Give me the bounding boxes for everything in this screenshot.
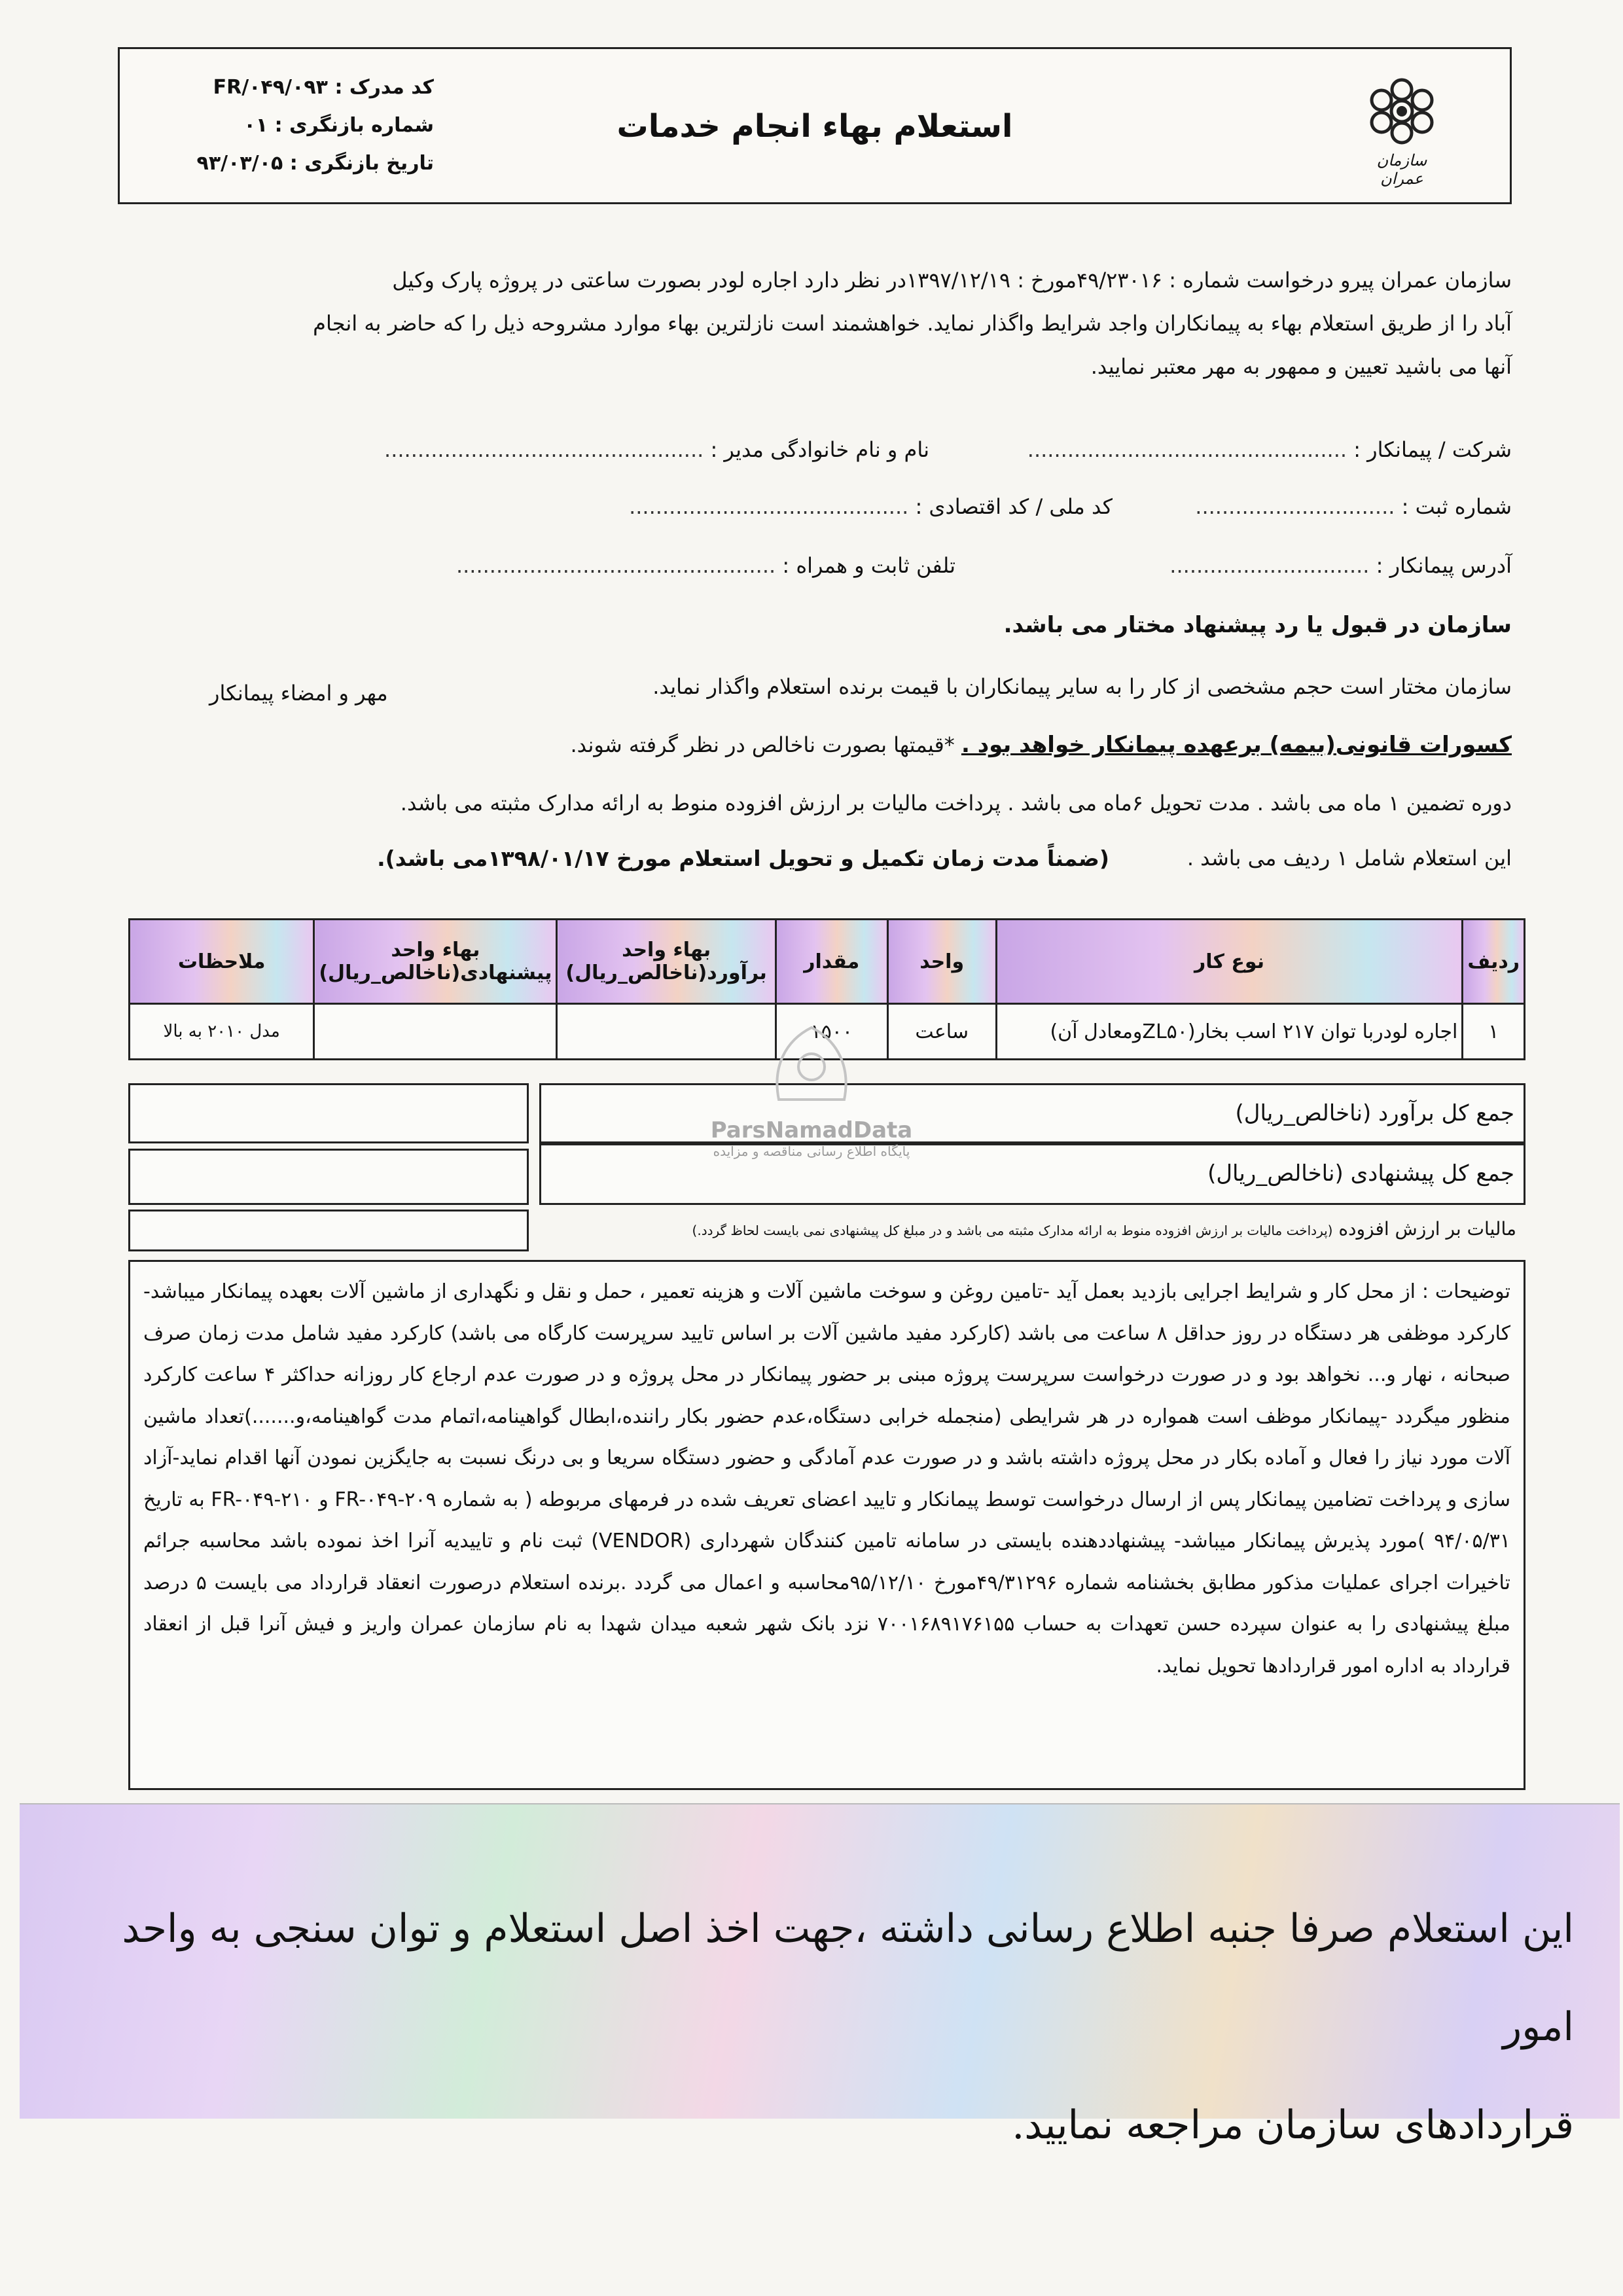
table-header-row bbox=[130, 920, 1525, 1004]
manager-field[interactable]: نام و نام خانوادگی مدیر : ................................................ bbox=[384, 437, 929, 462]
company-label: شرکت / پیمانکار : bbox=[1353, 437, 1512, 462]
watermark-name: ParsNamadData bbox=[710, 1117, 913, 1143]
national-id-label: کد ملی / کد اقتصادی : bbox=[915, 494, 1113, 519]
header-unit: واحد bbox=[887, 920, 996, 1004]
offer-total-label: جمع کل پیشنهادی (ناخالص_ریال) bbox=[1207, 1160, 1514, 1187]
revision-number: شماره بازنگری : ۰۱ bbox=[243, 114, 434, 137]
deadline-note: (ضمناً مدت زمان تکمیل و تحویل استعلام مورخ ۱۳۹۸/۰۱/۱۷می باشد). bbox=[377, 846, 1109, 871]
registration-field[interactable]: شماره ثبت : .............................. bbox=[1195, 494, 1512, 519]
manager-label: نام و نام خانوادگی مدیر : bbox=[710, 437, 929, 462]
cell-row-number: ۱ bbox=[1463, 1004, 1525, 1060]
volume-note: سازمان مختار است حجم مشخصی از کار را به سایر پیمانکاران با قیمت برنده استعلام واگذار نماید. bbox=[652, 674, 1512, 699]
accept-reject-note: سازمان در قبول یا رد پیشنهاد مختار می باشد. bbox=[1003, 612, 1512, 638]
footer-notice bbox=[20, 1803, 1620, 2148]
estimate-total-value[interactable] bbox=[128, 1083, 529, 1143]
cell-work-type: اجاره لودربا توان ۲۱۷ اسب بخار(ZL۵۰ومعادل آن) bbox=[996, 1004, 1463, 1060]
phone-field[interactable]: تلفن ثابت و همراه : ................................................ bbox=[455, 553, 955, 578]
phone-label: تلفن ثابت و همراه : bbox=[782, 553, 955, 578]
revision-date: تاریخ بازنگری : ۹۳/۰۳/۰۵ bbox=[196, 152, 434, 175]
deductions-note: کسورات قانونی(بیمه) برعهده پیمانکار خواهد بود . bbox=[961, 732, 1512, 758]
intro-line-3: آنها می باشید تعیین و ممهور به مهر معتبر نمایید. bbox=[1090, 354, 1512, 379]
watermark-subtitle: پایگاه اطلاع رسانی مناقصه و مزایده bbox=[713, 1143, 910, 1159]
header-notes: ملاحظات bbox=[130, 920, 314, 1004]
document-title: استعلام بهاء انجام خدمات bbox=[616, 108, 1013, 145]
intro-line-2: آباد را از طریق استعلام بهاء به پیمانکاران واجد شرایط واگذار نماید. خواهشمند است نازلترین بهاء موارد مشروحه ذیل را که حاضر به انجام bbox=[313, 311, 1512, 336]
vat-label: مالیات بر ارزش افزوده bbox=[1338, 1218, 1516, 1240]
watermark bbox=[687, 1021, 936, 1159]
deductions-line bbox=[571, 732, 1512, 758]
footer-line-1: این استعلام صرفا جنبه اطلاع رسانی داشته ،جهت اخذ اصل استعلام و توان سنجی به واحد امور bbox=[122, 1906, 1574, 2050]
contractor-seal-label: مهر و امضاء پیمانکار bbox=[209, 681, 388, 706]
address-field[interactable]: آدرس پیمانکار : .............................. bbox=[1169, 553, 1512, 578]
header-estimated-price: بهاء واحد برآورد(ناخالص_ریال) bbox=[557, 920, 776, 1004]
notes-text: توضیحات : از محل کار و شرایط اجرایی بازدید بعمل آید -تامین روغن و سوخت ماشین آلات و هزینه تعمیر ، حمل و نقل و نگهداری از ماشین آلات بعهده پیمانکار میباشد-کارکرد موظفی هر دستگاه در روز حداقل ۸ ساعت می باشد (کارکرد مفید ماشین آلات بر اساس تایید سرپرست کارگاه می باشد) کارکرد مفید شامل مدت زمان صرف صبحانه ، نهار و... نخواهد بود و در صورت درخواست سرپرست پروژه مبنی بر حضور پیمانکار در محل پروژه و در صورت عدم ارجاع کار روزانه حداکثر ۴ ساعت کارکرد منظور میگردد -پیمانکار موظف است همواره در هر شرایطی (منجمله خرابی دستگاه،عدم حضور بکار راننده،ابطال گواهینامه،اتمام مدت گواهینامه،و.......)تعداد ماشین آلات مورد نیاز را فعال و آماده بکار در محل پروژه داشته باشد و در صورت عدم آمادگی و حضور دستگاه سریعا و بی درنگ نسبت به جایگزین نمودن آنها اقدام نماید-آزاد سازی و پرداخت تضامین پیمانکار پس از ارسال درخواست توسط پیمانکار و تایید اعضای تعریف شده در فرمهای مربوطه ( به شماره FR-۰۴۹-۲۰۹ و FR-۰۴۹-۲۱۰ به تاریخ ۹۴/۰۵/۳۱ )مورد پذیرش پیمانکار میباشد- پیشنهاددهنده بایستی در سامانه تامین کنندگان شهرداری (VENDOR) ثبت نام و تاییدیه آنرا اخذ نموده باشد محاسبه جرائم تاخیرات اجرای عملیات مذکور مطابق بخشنامه شماره ۴۹/۳۱۲۹۶مورخ ۹۵/۱۲/۱۰محاسبه و اعمال می گردد .برنده استعلام درصورت انعقاد قرارداد می بایست ۵ درصد مبلغ پیشنهادی را به عنوان سپرده حسن تعهدات به حساب ۷۰۰۱۶۸۹۱۷۶۱۵۵ نزد بانک شهر شعبه میدان شهدا به نام سازمان عمران واریز و فیش آنرا قبل از انعقاد قرارداد به اداره امور قراردادها تحویل نماید. bbox=[143, 1280, 1511, 1677]
document-meta bbox=[146, 69, 434, 183]
intro-line-1: سازمان عمران پیرو درخواست شماره : ۴۹/۲۳۰۱۶مورخ : ۱۳۹۷/۱۲/۱۹در نظر دارد اجاره لودر بصورت ساعتی در پروژه پارک وکیل bbox=[392, 268, 1512, 293]
national-id-field[interactable]: کد ملی / کد اقتصادی : .......................................... bbox=[629, 494, 1113, 519]
vat-value[interactable] bbox=[128, 1210, 529, 1251]
footer-line-2: قراردادهای سازمان مراجعه نمایید. bbox=[1012, 2102, 1574, 2148]
header-offered-price: بهاء واحد پیشنهادی(ناخالص_ریال) bbox=[314, 920, 557, 1004]
offer-total-value[interactable] bbox=[128, 1149, 529, 1205]
watermark-emblem-icon bbox=[746, 1021, 877, 1113]
footer-text bbox=[69, 1880, 1574, 2174]
cell-notes: مدل ۲۰۱۰ به بالا bbox=[130, 1004, 314, 1060]
guarantee-note: دوره تضمین ۱ ماه می باشد . مدت تحویل ۶ماه می باشد . پرداخت مالیات بر ارزش افزوده منوط به ارائه مدارک مثبته می باشد. bbox=[400, 791, 1512, 816]
notes-box bbox=[128, 1260, 1525, 1790]
header-work-type: نوع کار bbox=[996, 920, 1463, 1004]
header-quantity: مقدار bbox=[776, 920, 887, 1004]
header-box bbox=[118, 47, 1512, 204]
intro-paragraph bbox=[118, 259, 1512, 388]
address-label: آدرس پیمانکار : bbox=[1376, 553, 1512, 578]
cell-quantity: ۱۵۰۰ bbox=[776, 1004, 887, 1060]
cell-offered-price[interactable] bbox=[314, 1004, 557, 1060]
doc-code: کد مدرک : FR/۰۴۹/۰۹۳ bbox=[213, 76, 434, 99]
net-prices-note: *قیمتها بصورت ناخالص در نظر گرفته شوند. bbox=[570, 732, 955, 757]
registration-label: شماره ثبت : bbox=[1401, 494, 1512, 519]
logo-caption: سازمان عمران bbox=[1376, 151, 1427, 188]
estimate-total-label: جمع کل برآورد (ناخالص_ریال) bbox=[1235, 1100, 1514, 1126]
rows-count-note: این استعلام شامل ۱ ردیف می باشد . bbox=[1186, 846, 1512, 870]
cell-unit: ساعت bbox=[887, 1004, 996, 1060]
company-field[interactable]: شرکت / پیمانکار : ................................................ bbox=[1027, 437, 1512, 462]
header-row-number: ردیف bbox=[1463, 920, 1525, 1004]
vat-note: (پرداخت مالیات بر ارزش افزوده منوط به ارائه مدارک مثبته می باشد و در مبلغ کل پیشنهادی نمی بایست لحاظ گردد.) bbox=[692, 1223, 1333, 1238]
